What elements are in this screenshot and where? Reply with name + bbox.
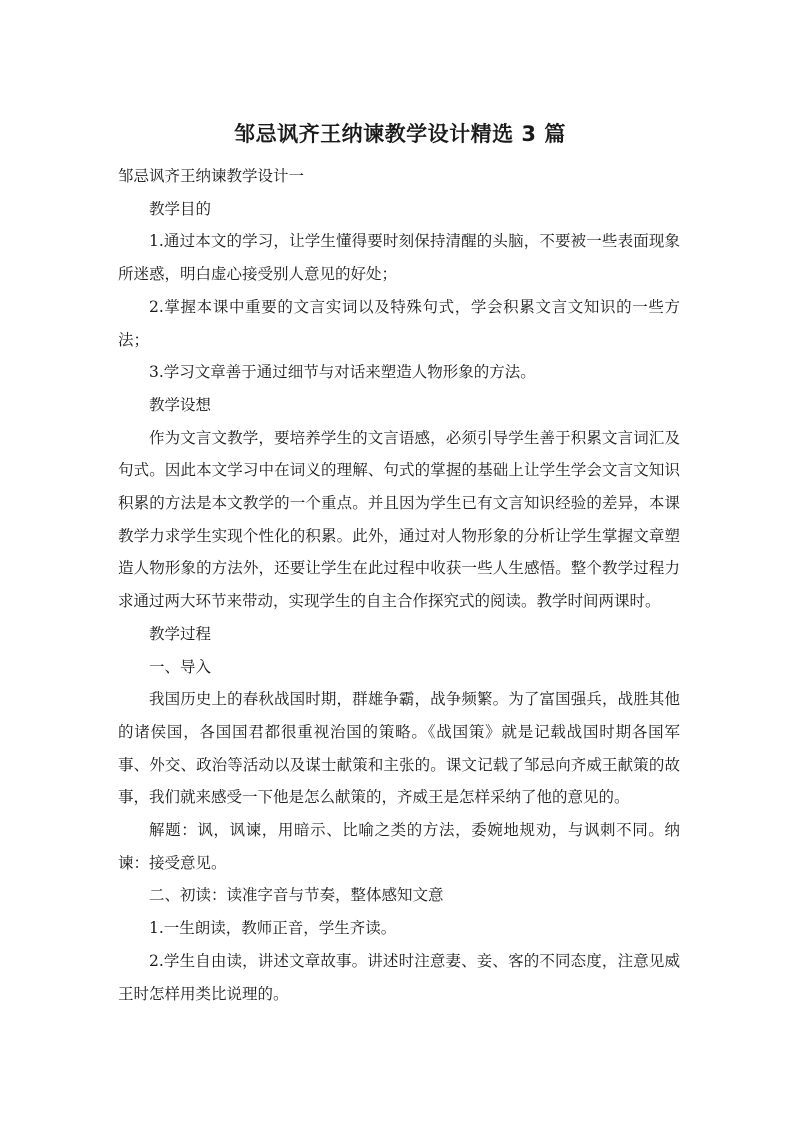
- paragraph: 我国历史上的春秋战国时期，群雄争霸，战争频繁。为了富国强兵，战胜其他的诸侯国，各国国君都很重视治国的策略。《战国策》就是记载战国时期各国军事、外交、政治等活动以及谋士献策和主张的。课文记载了邹忌向齐威王献策的故事，我们就来感受一下他是怎么献策的，齐威王是怎样采纳了他的意见的。: [118, 690, 680, 807]
- paragraph: 作为文言文教学，要培养学生的文言语感，必须引导学生善于积累文言词汇及句式。因此本文学习中在词义的理解、句式的掌握的基础上让学生学会文言文知识积累的方法是本文教学的一个重点。并且因为学生已有文言知识经验的差异，本课教学力求学生实现个性化的积累。此外，通过对人物形象的分析让学生掌握文章塑造人物形象的方法外，还要让学生在此过程中收获一些人生感悟。整个教学过程力求通过两大环节来带动，实现学生的自主合作探究式的阅读。教学时间两课时。: [118, 428, 680, 611]
- paragraph: 1.通过本文的学习，让学生懂得要时刻保持清醒的头脑，不要被一些表面现象所迷惑，明白虚心接受别人意见的好处；: [118, 232, 680, 284]
- paragraph: 2.掌握本课中重要的文言实词以及特殊句式，学会积累文言文知识的一些方法；: [118, 297, 680, 349]
- paragraph: 教学目的: [149, 199, 212, 218]
- paragraph: 解题：讽，讽谏，用暗示、比喻之类的方法，委婉地规劝，与讽刺不同。纳谏：接受意见。: [118, 821, 680, 872]
- paragraph: 二、初读：读准字音与节奏，整体感知文意: [149, 886, 444, 905]
- paragraph: 邹忌讽齐王纳谏教学设计一: [118, 167, 305, 185]
- paragraph: 2.学生自由读，讲述文章故事。讲述时注意妻、妾、客的不同态度，注意见威王时怎样用类比说理的。: [118, 951, 680, 1003]
- paragraph: 教学过程: [149, 624, 212, 643]
- document-title: 邹忌讽齐王纳谏教学设计精选 3 篇: [234, 122, 566, 146]
- paragraph: 1.一生朗读，教师正音，学生齐读。: [149, 919, 397, 938]
- paragraph: 3.学习文章善于通过细节与对话来塑造人物形象的方法。: [149, 363, 536, 382]
- paragraph: 一、导入: [149, 657, 212, 676]
- document-body: [118, 160, 680, 1010]
- paragraph: 教学设想: [149, 395, 212, 414]
